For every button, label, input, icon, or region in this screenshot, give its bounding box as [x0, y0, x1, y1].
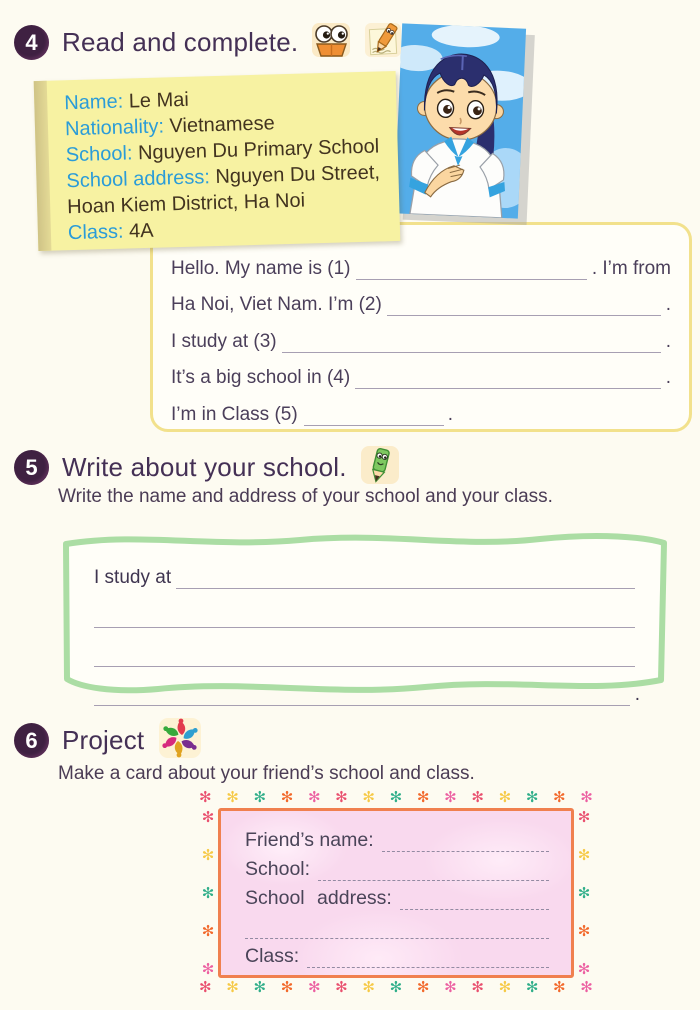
- flower-glyph: ✻: [444, 789, 457, 806]
- student-info-note: [34, 71, 401, 251]
- pencil-icon: [360, 444, 400, 491]
- flower-glyph: ✻: [307, 979, 321, 996]
- note-label: Name:: [64, 90, 124, 115]
- passage-line-4: [171, 353, 671, 390]
- reading-icon: [311, 20, 351, 65]
- flower-glyph: ✻: [280, 789, 294, 806]
- card-label: School address:: [245, 887, 392, 909]
- note-label: School address:: [66, 166, 211, 193]
- card-blank-school[interactable]: [318, 858, 549, 881]
- card-label: School:: [245, 858, 311, 880]
- writing-lines: [94, 550, 640, 705]
- flower-glyph: ✻: [498, 789, 512, 806]
- passage-text: .: [665, 294, 671, 315]
- flower-glyph: ✻: [362, 979, 375, 996]
- note-label: Nationality:: [64, 115, 165, 141]
- writing-blank-3[interactable]: [94, 643, 635, 667]
- section5-title: Write about your school.: [62, 452, 347, 482]
- writing-lead: I study at: [94, 567, 172, 588]
- passage-text: I study at (3): [171, 330, 277, 352]
- writing-blank-4[interactable]: [94, 682, 630, 706]
- note-label: Class:: [67, 220, 124, 245]
- flower-glyph: ✻: [280, 979, 294, 996]
- flower-glyph: ✻: [553, 979, 566, 996]
- passage-text: Hello. My name is (1): [171, 257, 351, 279]
- flower-glyph: ✻: [577, 923, 591, 940]
- passage-text: . I’m from: [591, 257, 671, 279]
- passage-box: [150, 222, 692, 432]
- note-value: Le Mai: [128, 88, 190, 113]
- passage-line-3: [171, 316, 671, 353]
- card-blank-address-continued[interactable]: [245, 916, 549, 939]
- flower-border-right: [574, 808, 594, 978]
- writing-line-2: [94, 589, 640, 628]
- blank-4[interactable]: [355, 365, 661, 389]
- girl-illustration: [394, 23, 526, 218]
- flower-glyph: ✻: [226, 789, 239, 806]
- section4-title: Read and complete.: [62, 27, 299, 57]
- flower-glyph: ✻: [201, 847, 215, 864]
- blank-5[interactable]: [304, 402, 444, 426]
- writing-blank-2[interactable]: [94, 604, 635, 628]
- flower-glyph: ✻: [253, 789, 267, 806]
- flower-glyph: ✻: [577, 847, 591, 864]
- card-blank-school-address[interactable]: [400, 887, 549, 910]
- blank-2[interactable]: [387, 292, 661, 316]
- flower-glyph: ✻: [577, 885, 591, 902]
- passage-line-1: [171, 243, 671, 280]
- flower-glyph: ✻: [471, 789, 484, 806]
- writing-blank-1[interactable]: [176, 565, 635, 589]
- card-line-school: [245, 852, 549, 881]
- flower-glyph: ✻: [335, 789, 348, 806]
- flower-glyph: ✻: [444, 979, 457, 996]
- flower-glyph: ✻: [199, 789, 212, 806]
- note-value: Nguyen Du Primary School: [137, 135, 380, 165]
- flower-glyph: ✻: [498, 979, 512, 996]
- section4-number-badge: 4: [14, 25, 49, 60]
- card-blank-friends-name[interactable]: [382, 829, 549, 852]
- passage-line-2: [171, 280, 671, 317]
- flower-glyph: ✻: [580, 979, 593, 996]
- writing-box: [50, 526, 678, 705]
- flower-glyph: ✻: [201, 809, 215, 826]
- writing-line-4: [94, 667, 640, 706]
- writing-icon: [364, 21, 402, 64]
- flower-glyph: ✻: [577, 961, 591, 978]
- passage-text: Ha Noi, Viet Nam. I’m (2): [171, 294, 382, 315]
- flower-glyph: ✻: [525, 789, 539, 806]
- project-card: [198, 788, 594, 998]
- card-line-friends-name: [245, 823, 549, 852]
- flower-glyph: ✻: [335, 979, 348, 996]
- section5-instruction: Write the name and address of your school and your class.: [58, 486, 553, 507]
- passage-text: .: [665, 367, 671, 388]
- flower-glyph: ✻: [416, 979, 430, 996]
- note-label: School:: [65, 142, 133, 167]
- section6-instruction: Make a card about your friend’s school and class.: [58, 763, 475, 784]
- card-label: Friend’s name:: [245, 829, 374, 851]
- flower-glyph: ✻: [226, 979, 239, 996]
- section5-header: [14, 444, 464, 491]
- flower-glyph: ✻: [253, 979, 267, 996]
- section5-number-badge: 5: [14, 450, 49, 485]
- flower-glyph: ✻: [389, 789, 403, 806]
- flower-glyph: ✻: [201, 885, 215, 902]
- passage-line-5: [171, 389, 671, 426]
- note-field-school-address: [66, 159, 389, 220]
- flower-glyph: ✻: [199, 979, 212, 996]
- flower-glyph: ✻: [307, 789, 321, 806]
- note-value: Vietnamese: [169, 112, 276, 138]
- section4-header: [14, 20, 434, 65]
- girl-photo: [394, 23, 526, 218]
- flower-glyph: ✻: [471, 979, 484, 996]
- writing-final-punct: .: [634, 684, 640, 705]
- flower-border-left: [198, 808, 218, 978]
- section6-number-badge: 6: [14, 723, 49, 758]
- passage-text: .: [447, 403, 453, 425]
- flower-glyph: ✻: [362, 789, 375, 806]
- note-value: Nguyen Du Street, Hoan Kiem District, Ha Noi: [66, 161, 381, 219]
- passage-text: I’m in Class (5): [171, 403, 298, 425]
- passage-text: It’s a big school in (4): [171, 367, 351, 388]
- project-card-inner: [218, 808, 574, 978]
- card-line-class: [245, 939, 549, 968]
- card-label: Class:: [245, 945, 300, 967]
- flower-glyph: ✻: [580, 789, 593, 806]
- card-blank-class[interactable]: [307, 945, 549, 968]
- writing-line-3: [94, 628, 640, 667]
- flower-border-bottom: [198, 978, 594, 998]
- project-icon: [157, 714, 203, 767]
- flower-glyph: ✻: [577, 809, 591, 826]
- flower-border-top: [198, 788, 594, 808]
- card-line-school-address: [245, 881, 549, 910]
- writing-line-1: [94, 550, 640, 589]
- flower-glyph: ✻: [201, 961, 215, 978]
- card-line-address-continued: [245, 910, 549, 939]
- passage-text: .: [665, 330, 671, 352]
- flower-glyph: ✻: [201, 923, 215, 940]
- blank-1[interactable]: [356, 256, 587, 280]
- flower-glyph: ✻: [525, 979, 539, 996]
- flower-glyph: ✻: [416, 789, 430, 806]
- blank-3[interactable]: [282, 329, 661, 353]
- note-value: 4A: [128, 219, 154, 243]
- flower-glyph: ✻: [389, 979, 403, 996]
- flower-glyph: ✻: [553, 789, 566, 806]
- section6-header: [14, 714, 314, 767]
- section6-title: Project: [62, 725, 145, 755]
